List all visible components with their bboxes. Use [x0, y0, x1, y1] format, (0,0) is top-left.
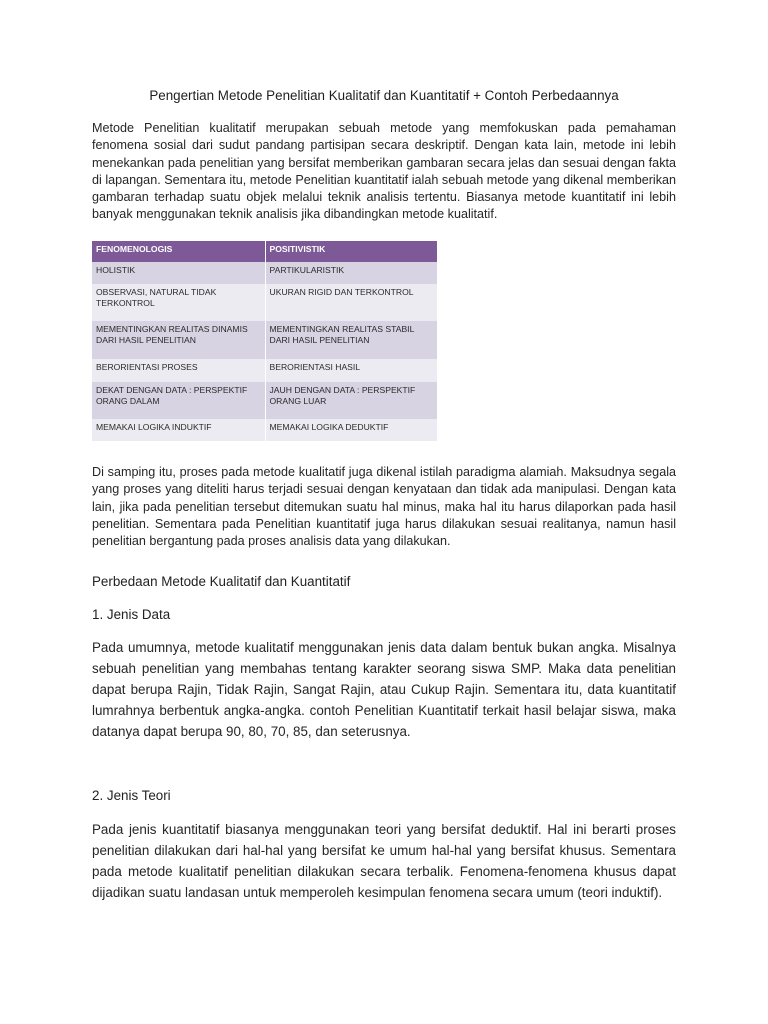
intro-paragraph: Metode Penelitian kualitatif merupakan sebuah metode yang memfokuskan pada pemahaman fenomena sosial dari sudut pandang partisipan secara deskriptif. Dengan kata lain, metode ini lebih menekankan pada penelitian yang bersifat memberikan gambaran secara jelas dan sesuai dengan fakta di lapangan. Sementara itu, metode Penelitian kuantitatif ialah sebuah metode yang dikenal memberikan gambaran terhadap suatu objek melalui teknik analisis tertentu. Biasanya metode kuantitatif ini lebih banyak menggunakan teknik analisis jika dibandingkan metode kualitatif.	[92, 121, 676, 222]
table-row	[92, 359, 437, 382]
table-row	[92, 382, 437, 419]
table-cell: MEMENTINGKAN REALITAS DINAMIS DARI HASIL PENELITIAN	[92, 321, 265, 359]
document-title: Pengertian Metode Penelitian Kualitatif dan Kuantitatif + Contoh Perbedaannya	[149, 88, 619, 103]
section2-heading: 2. Jenis Teori	[92, 788, 171, 803]
table-header-row	[92, 241, 437, 262]
table-cell: BERORIENTASI PROSES	[92, 359, 265, 382]
table-cell: MEMENTINGKAN REALITAS STABIL DARI HASIL PENELITIAN	[265, 321, 437, 359]
table-cell: UKURAN RIGID DAN TERKONTROL	[265, 284, 437, 321]
paragraph-paradigma: Di samping itu, proses pada metode kualitatif juga dikenal istilah paradigma alamiah. Maksudnya segala yang proses yang diteliti harus terjadi sesuai dengan kenyataan dan tidak ada manipulasi. Dengan kata lain, jika pada penelitian tersebut ditemukan suatu hal minus, maka hal itu harus dilaporkan pada hasil penelitian. Sementara pada Penelitian kuantitatif juga harus dilakukan sesuai realitanya, namun hasil penelitian bergantung pada proses analisis data yang dilakukan.	[92, 465, 676, 549]
table-cell: OBSERVASI, NATURAL TIDAK TERKONTROL	[92, 284, 265, 321]
table-cell: DEKAT DENGAN DATA : PERSPEKTIF ORANG DALAM	[92, 382, 265, 419]
table-cell: JAUH DENGAN DATA : PERSPEKTIF ORANG LUAR	[265, 382, 437, 419]
section1-body: Pada umumnya, metode kualitatif menggunakan jenis data dalam bentuk bukan angka. Misalnya sebuah penelitian yang membahas tentang karakter seorang siswa SMP. Maka data penelitian dapat berupa Rajin, Tidak Rajin, Sangat Rajin, atau Cukup Rajin. Sementara itu, data kuantitatif lumrahnya berbentuk angka-angka. contoh Penelitian Kuantitatif terkait hasil belajar siswa, maka datanya dapat berupa 90, 80, 70, 85, dan seterusnya.	[92, 640, 676, 739]
table-row	[92, 419, 437, 441]
table-row	[92, 284, 437, 321]
table-cell: PARTIKULARISTIK	[265, 262, 437, 284]
table-row	[92, 321, 437, 359]
table-cell: BERORIENTASI HASIL	[265, 359, 437, 382]
section2-body: Pada jenis kuantitatif biasanya menggunakan teori yang bersifat deduktif. Hal ini berarti proses penelitian dilakukan dari hal-hal yang bersifat ke umum hal-hal yang bersifat khusus. Sementara pada metode kualitatif penelitian dilakukan secara terbalik. Fenomena-fenomena khusus dapat dijadikan suatu landasan untuk memperoleh kesimpulan fenomena secara umum (teori induktif).	[92, 822, 676, 900]
table-cell: MEMAKAI LOGIKA DEDUKTIF	[265, 419, 437, 441]
table-cell: MEMAKAI LOGIKA INDUKTIF	[92, 419, 265, 441]
table-row	[92, 262, 437, 284]
table-header-cell: POSITIVISTIK	[265, 241, 437, 262]
comparison-table	[92, 241, 437, 441]
section1-heading: 1. Jenis Data	[92, 607, 171, 622]
section-heading: Perbedaan Metode Kualitatif dan Kuantitatif	[92, 574, 351, 589]
table-cell: HOLISTIK	[92, 262, 265, 284]
table-header-cell: FENOMENOLOGIS	[92, 241, 265, 262]
